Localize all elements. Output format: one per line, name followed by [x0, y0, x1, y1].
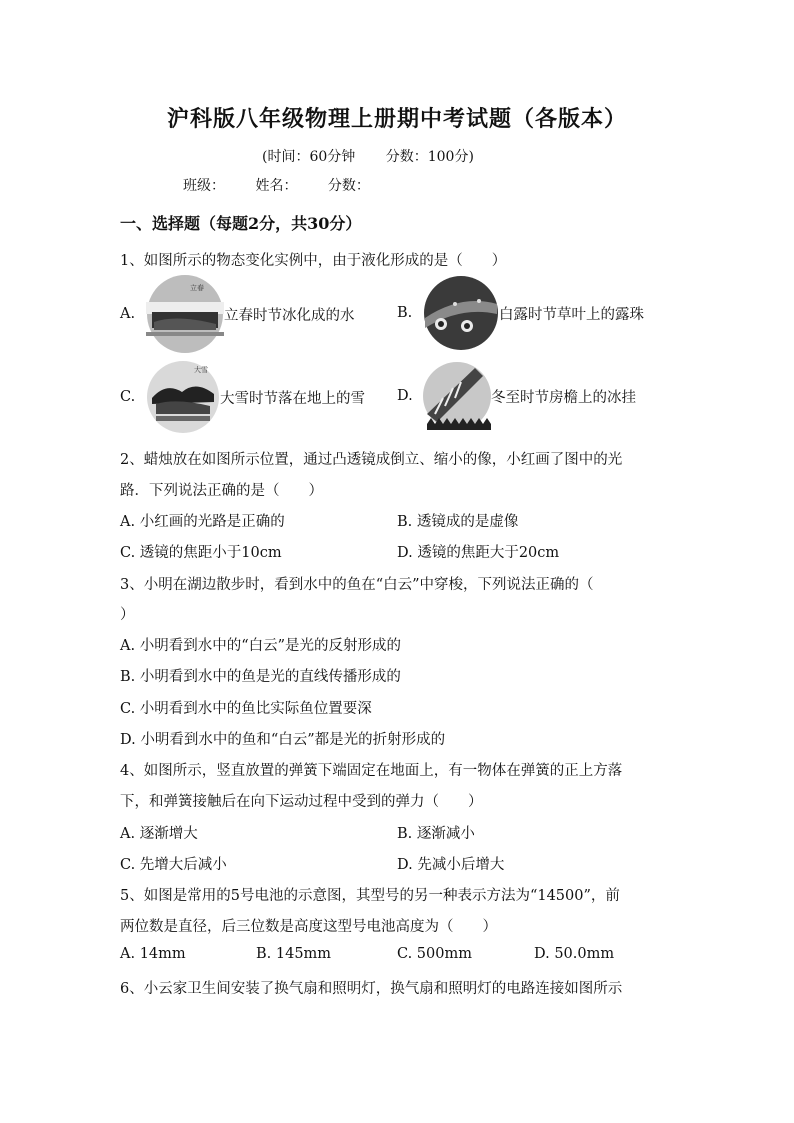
- icicle-photo-icon: [423, 358, 491, 434]
- exam-time: (时间：60分钟: [262, 149, 356, 165]
- class-label: 班级：: [183, 178, 225, 194]
- name-label: 姓名：: [255, 178, 298, 194]
- q4-option-d[interactable]: D. 先减小后增大: [397, 857, 505, 873]
- q3-option-a[interactable]: A. 小明看到水中的“白云”是光的反射形成的: [120, 638, 402, 654]
- q3-option-d[interactable]: D. 小明看到水中的鱼和“白云”都是光的折射形成的: [120, 732, 446, 748]
- q2-stem-line1: 2、蜡烛放在如图所示位置，通过凸透镜成倒立、缩小的像，小红画了图中的光: [120, 452, 623, 468]
- option-text: 白露时节草叶上的露珠: [499, 306, 644, 323]
- q5-option-b[interactable]: B. 145mm: [256, 946, 332, 962]
- q1-option-a[interactable]: [120, 274, 355, 354]
- q4-stem-line2: 下，和弹簧接触后在向下运动过程中受到的弹力（ ）: [120, 794, 483, 810]
- q4-option-a[interactable]: A. 逐渐增大: [120, 826, 198, 842]
- option-letter: D.: [397, 388, 413, 404]
- q1-option-d[interactable]: [397, 358, 636, 434]
- page-title: 沪科版八年级物理上册期中考试题（各版本）: [166, 106, 627, 132]
- q5-stem-line2: 两位数是直径，后三位数是高度这型号电池高度为（ ）: [120, 919, 497, 935]
- q3-stem-line2: ）: [120, 607, 135, 623]
- option-text: 大雪时节落在地上的雪: [220, 390, 365, 407]
- option-letter: A.: [120, 306, 136, 322]
- section-heading: 一、选择题（每题2分，共30分）: [120, 214, 362, 233]
- q5-option-a[interactable]: A. 14mm: [120, 946, 186, 962]
- option-letter: B.: [397, 305, 413, 321]
- q4-option-c[interactable]: C. 先增大后减小: [120, 857, 227, 873]
- option-text: 冬至时节房檐上的冰挂: [491, 389, 636, 406]
- dew-photo-icon: [423, 274, 499, 352]
- q4-option-b[interactable]: B. 逐渐减小: [397, 826, 475, 842]
- q1-option-c[interactable]: [120, 358, 365, 436]
- svg-text:立春: 立春: [190, 284, 204, 292]
- q2-option-a[interactable]: A. 小红画的光路是正确的: [120, 514, 285, 530]
- snow-photo-icon: [146, 358, 220, 436]
- q3-option-b[interactable]: B. 小明看到水中的鱼是光的直线传播形成的: [120, 669, 401, 685]
- q5-option-c[interactable]: C. 500mm: [397, 946, 472, 962]
- q2-option-c[interactable]: C. 透镜的焦距小于10cm: [120, 545, 282, 561]
- q1-option-b[interactable]: [397, 274, 644, 352]
- points-label: 分数：: [327, 178, 370, 194]
- ice-melt-photo-icon: [146, 274, 224, 354]
- q2-option-d[interactable]: D. 透镜的焦距大于20cm: [397, 545, 560, 561]
- q4-stem-line1: 4、如图所示，竖直放置的弹簧下端固定在地面上，有一物体在弹簧的正上方落: [120, 763, 623, 779]
- svg-text:大雪: 大雪: [194, 366, 208, 374]
- q1-stem: 1、如图所示的物态变化实例中，由于液化形成的是（ ）: [120, 253, 507, 269]
- q3-option-c[interactable]: C. 小明看到水中的鱼比实际鱼位置要深: [120, 701, 372, 717]
- q5-stem-line1: 5、如图是常用的5号电池的示意图，其型号的另一种表示方法为“14500”，前: [120, 888, 620, 904]
- exam-meta: [262, 146, 474, 166]
- option-letter: C.: [120, 389, 136, 405]
- student-info: [183, 175, 396, 195]
- option-text: 立春时节冰化成的水: [224, 307, 355, 324]
- q2-stem-line2: 路．下列说法正确的是（ ）: [120, 483, 323, 499]
- q5-option-d[interactable]: D. 50.0mm: [534, 946, 615, 962]
- q6-stem-line1: 6、小云家卫生间安装了换气扇和照明灯，换气扇和照明灯的电路连接如图所示: [120, 981, 623, 997]
- q2-option-b[interactable]: B. 透镜成的是虚像: [397, 514, 519, 530]
- q3-stem-line1: 3、小明在湖边散步时，看到水中的鱼在“白云”中穿梭，下列说法正确的（: [120, 577, 594, 593]
- exam-score: 分数：100分): [385, 149, 474, 165]
